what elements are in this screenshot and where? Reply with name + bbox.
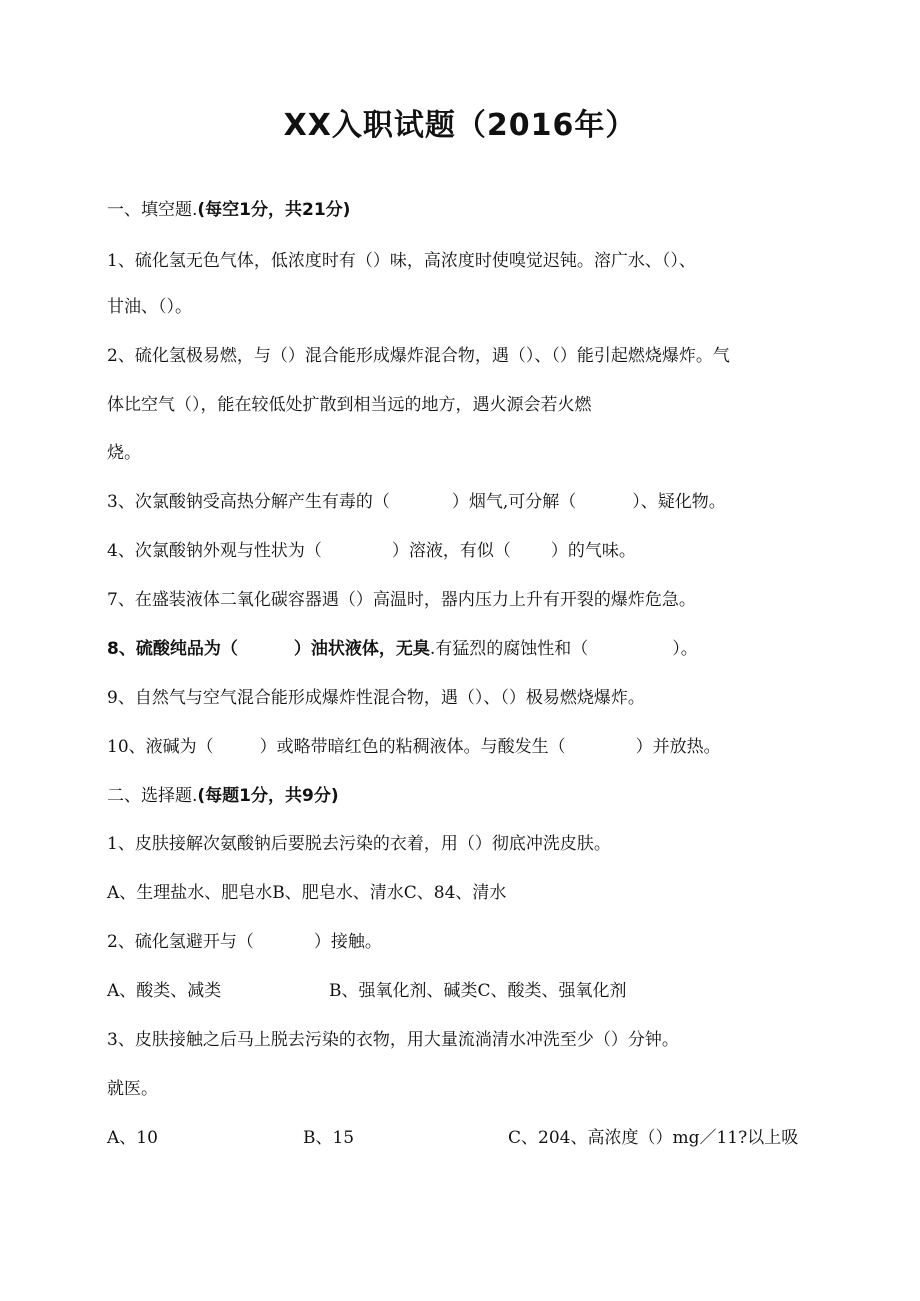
choice-question-2-option-a: A、酸类、减类 bbox=[107, 981, 222, 1001]
choice-question-1: 1、皮肤接解次氨酸钠后要脱去污染的衣着，用（）彻底冲洗皮肤。 bbox=[107, 834, 611, 854]
question-10 bbox=[107, 735, 721, 759]
section-heading-fill-blank bbox=[107, 198, 350, 222]
q8-part-a: 8、硫酸纯品为（ bbox=[107, 639, 238, 659]
q8-part-d: ）。 bbox=[672, 639, 698, 659]
q10-part-b: ）或略带暗红色的粘稠液体。与酸发生（ bbox=[259, 737, 566, 757]
q3-part-b: ）烟气,可分解（ bbox=[451, 492, 577, 512]
question-3 bbox=[107, 490, 726, 514]
q3-part-c: ）、疑化物。 bbox=[632, 492, 726, 512]
section-score-note: (每空1分，共21分) bbox=[197, 200, 351, 220]
question-4 bbox=[107, 539, 636, 563]
q10-part-a: 10、液碱为（ bbox=[107, 737, 214, 757]
q4-part-a: 4、次氯酸钠外观与性状为（ bbox=[107, 541, 322, 561]
q4-part-b: ）溶液，有似（ bbox=[391, 541, 511, 561]
section-heading-multiple-choice bbox=[107, 784, 339, 808]
mc-q2-part-b: ）接触。 bbox=[313, 932, 382, 952]
choice-question-3-note: 就医。 bbox=[107, 1079, 158, 1099]
question-2-line-1: 2、硫化氢极易燃，与（）混合能形成爆炸混合物，遇（）、（）能引起燃烧爆炸。气 bbox=[107, 346, 730, 366]
choice-question-3-option-c: C、204、高浓度（）mg／11?以上吸 bbox=[508, 1128, 799, 1148]
page-title: XX入职试题（2016年） bbox=[283, 108, 637, 143]
choice-question-1-options: A、生理盐水、肥皂水B、肥皂水、清水C、84、清水 bbox=[107, 883, 507, 903]
question-2-line-3: 烧。 bbox=[107, 443, 141, 463]
question-8 bbox=[107, 637, 698, 661]
q8-part-b: ）油状液体，无臭 bbox=[293, 639, 430, 659]
section-number-label: 二、选择题. bbox=[107, 786, 198, 806]
section-number-label: 一、填空题. bbox=[107, 200, 198, 220]
section-score-note: (每题1分，共9分) bbox=[197, 786, 339, 806]
choice-question-2 bbox=[107, 930, 382, 954]
question-7: 7、在盛装液体二氧化碳容器遇（）高温时，器内压力上升有开裂的爆炸危急。 bbox=[107, 590, 696, 610]
question-1-line-1: 1、硫化氢无色气体，低浓度时有（）味，高浓度时使嗅觉迟钝。溶广水、（）、 bbox=[107, 251, 696, 271]
q8-part-c: .有猛烈的腐蚀性和（ bbox=[429, 639, 589, 659]
choice-question-3: 3、皮肤接触之后马上脱去污染的衣物，用大量流淌清水冲洗至少（）分钟。 bbox=[107, 1030, 679, 1050]
choice-question-2-option-bc: B、强氧化剂、碱类C、酸类、强氧化剂 bbox=[329, 981, 627, 1001]
choice-question-3-option-b: B、15 bbox=[303, 1128, 355, 1148]
choice-question-3-option-a: A、10 bbox=[107, 1128, 158, 1148]
q4-part-c: ）的气味。 bbox=[550, 541, 636, 561]
question-9: 9、自然气与空气混合能形成爆炸性混合物，遇（）、（）极易燃烧爆炸。 bbox=[107, 688, 645, 708]
mc-q2-part-a: 2、硫化氢避开与（ bbox=[107, 932, 254, 952]
q3-part-a: 3、次氯酸钠受高热分解产生有毒的（ bbox=[107, 492, 390, 512]
question-2-line-2: 体比空气（），能在较低处扩散到相当远的地方，遇火源会若火燃 bbox=[107, 395, 592, 415]
q10-part-c: ）并放热。 bbox=[635, 737, 721, 757]
question-1-line-2: 甘油、（）。 bbox=[107, 297, 192, 317]
